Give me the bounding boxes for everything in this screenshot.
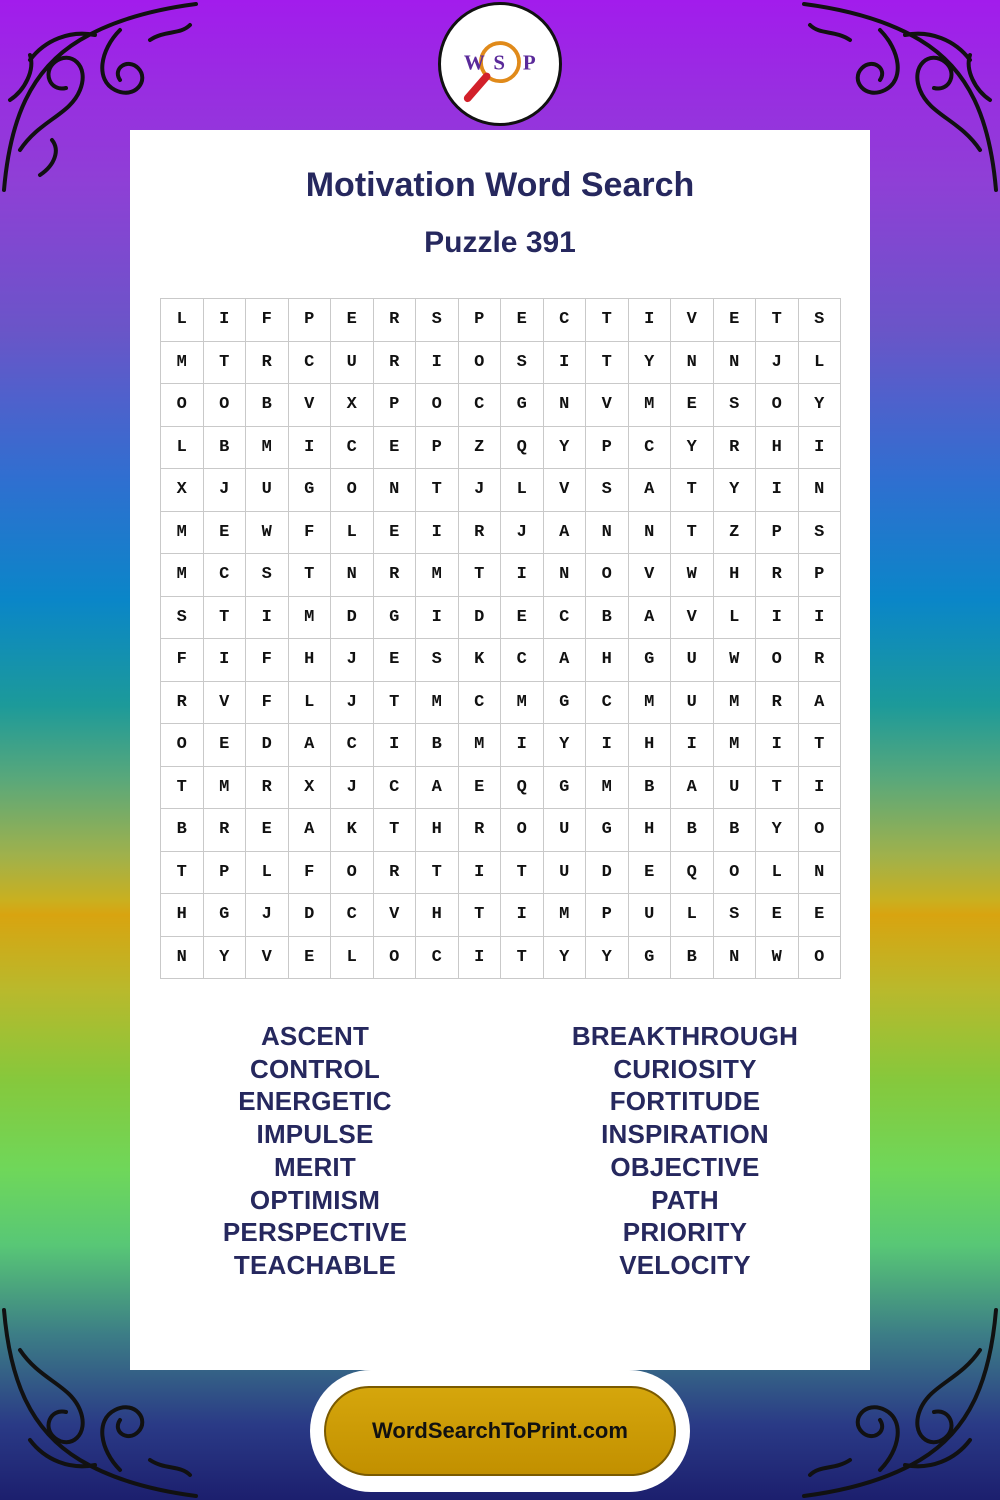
grid-cell: T bbox=[756, 299, 799, 342]
grid-cell: F bbox=[161, 639, 204, 682]
grid-cell: R bbox=[374, 852, 417, 895]
grid-cell: J bbox=[331, 682, 374, 725]
grid-cell: A bbox=[289, 724, 332, 767]
grid-cell: J bbox=[331, 767, 374, 810]
grid-cell: H bbox=[586, 639, 629, 682]
grid-cell: T bbox=[586, 342, 629, 385]
grid-cell: I bbox=[289, 427, 332, 470]
grid-cell: E bbox=[459, 767, 502, 810]
grid-cell: T bbox=[161, 767, 204, 810]
grid-cell: N bbox=[586, 512, 629, 555]
grid-cell: N bbox=[161, 937, 204, 980]
grid-cell: H bbox=[161, 894, 204, 937]
grid-cell: M bbox=[586, 767, 629, 810]
grid-cell: L bbox=[501, 469, 544, 512]
grid-cell: M bbox=[416, 682, 459, 725]
grid-cell: K bbox=[331, 809, 374, 852]
grid-cell: T bbox=[756, 767, 799, 810]
grid-cell: S bbox=[501, 342, 544, 385]
grid-cell: J bbox=[204, 469, 247, 512]
grid-cell: W bbox=[671, 554, 714, 597]
grid-cell: O bbox=[501, 809, 544, 852]
grid-cell: U bbox=[714, 767, 757, 810]
grid-cell: O bbox=[331, 469, 374, 512]
grid-cell: U bbox=[544, 809, 587, 852]
grid-cell: M bbox=[459, 724, 502, 767]
word-list-item: VELOCITY bbox=[619, 1249, 751, 1280]
grid-cell: R bbox=[374, 342, 417, 385]
grid-cell: C bbox=[331, 894, 374, 937]
grid-cell: U bbox=[544, 852, 587, 895]
grid-cell: Y bbox=[756, 809, 799, 852]
grid-cell: W bbox=[714, 639, 757, 682]
grid-cell: N bbox=[799, 469, 842, 512]
grid-cell: G bbox=[289, 469, 332, 512]
grid-cell: I bbox=[799, 427, 842, 470]
grid-cell: M bbox=[544, 894, 587, 937]
grid-cell: C bbox=[289, 342, 332, 385]
grid-cell: L bbox=[161, 427, 204, 470]
grid-cell: P bbox=[756, 512, 799, 555]
grid-cell: A bbox=[799, 682, 842, 725]
grid-cell: G bbox=[204, 894, 247, 937]
grid-cell: C bbox=[544, 299, 587, 342]
grid-cell: M bbox=[161, 554, 204, 597]
grid-cell: I bbox=[374, 724, 417, 767]
grid-cell: T bbox=[501, 937, 544, 980]
grid-cell: C bbox=[586, 682, 629, 725]
grid-cell: R bbox=[756, 554, 799, 597]
grid-cell: H bbox=[629, 724, 672, 767]
grid-cell: R bbox=[246, 767, 289, 810]
grid-cell: J bbox=[331, 639, 374, 682]
puzzle-number: Puzzle 391 bbox=[424, 226, 576, 259]
grid-cell: L bbox=[246, 852, 289, 895]
grid-cell: D bbox=[459, 597, 502, 640]
grid-cell: Z bbox=[459, 427, 502, 470]
grid-cell: K bbox=[459, 639, 502, 682]
grid-cell: X bbox=[161, 469, 204, 512]
grid-cell: C bbox=[459, 682, 502, 725]
grid-cell: O bbox=[714, 852, 757, 895]
word-list-item: FORTITUDE bbox=[609, 1086, 761, 1117]
word-list-item: ASCENT bbox=[260, 1021, 370, 1051]
grid-cell: R bbox=[204, 809, 247, 852]
grid-cell: Y bbox=[799, 384, 842, 427]
grid-cell: T bbox=[501, 852, 544, 895]
grid-cell: E bbox=[374, 639, 417, 682]
grid-cell: H bbox=[629, 809, 672, 852]
grid-cell: T bbox=[671, 512, 714, 555]
grid-cell: C bbox=[629, 427, 672, 470]
grid-cell: Q bbox=[501, 767, 544, 810]
grid-cell: C bbox=[374, 767, 417, 810]
grid-cell: V bbox=[671, 597, 714, 640]
grid-cell: I bbox=[204, 639, 247, 682]
grid-cell: U bbox=[629, 894, 672, 937]
grid-cell: U bbox=[671, 639, 714, 682]
grid-cell: E bbox=[374, 512, 417, 555]
grid-cell: B bbox=[629, 767, 672, 810]
grid-cell: H bbox=[416, 894, 459, 937]
grid-cell: G bbox=[629, 639, 672, 682]
grid-cell: G bbox=[629, 937, 672, 980]
grid-cell: M bbox=[246, 427, 289, 470]
grid-cell: Q bbox=[501, 427, 544, 470]
word-list-item: OBJECTIVE bbox=[610, 1151, 760, 1182]
grid-cell: I bbox=[416, 597, 459, 640]
word-list-item: MERIT bbox=[274, 1151, 356, 1182]
grid-cell: N bbox=[544, 384, 587, 427]
grid-cell: Y bbox=[586, 937, 629, 980]
grid-cell: M bbox=[289, 597, 332, 640]
grid-cell: H bbox=[416, 809, 459, 852]
grid-cell: C bbox=[459, 384, 502, 427]
grid-cell: E bbox=[204, 724, 247, 767]
grid-cell: I bbox=[544, 342, 587, 385]
grid-cell: E bbox=[714, 299, 757, 342]
grid-cell: G bbox=[544, 767, 587, 810]
grid-cell: D bbox=[331, 597, 374, 640]
word-list bbox=[130, 1020, 870, 1282]
grid-cell: C bbox=[544, 597, 587, 640]
word-list-item: CURIOSITY bbox=[613, 1053, 757, 1084]
grid-cell: N bbox=[671, 342, 714, 385]
grid-cell: M bbox=[629, 682, 672, 725]
grid-cell: R bbox=[756, 682, 799, 725]
grid-cell: M bbox=[501, 682, 544, 725]
grid-cell: H bbox=[714, 554, 757, 597]
grid-cell: T bbox=[459, 894, 502, 937]
grid-cell: O bbox=[374, 937, 417, 980]
grid-cell: N bbox=[331, 554, 374, 597]
grid-cell: Y bbox=[544, 724, 587, 767]
grid-cell: T bbox=[374, 682, 417, 725]
word-list-item: PERSPECTIVE bbox=[222, 1217, 408, 1248]
grid-cell: B bbox=[714, 809, 757, 852]
grid-cell: O bbox=[756, 384, 799, 427]
grid-cell: O bbox=[459, 342, 502, 385]
grid-cell: I bbox=[586, 724, 629, 767]
grid-cell: T bbox=[204, 342, 247, 385]
grid-cell: S bbox=[246, 554, 289, 597]
word-list-item: OPTIMISM bbox=[249, 1184, 381, 1215]
grid-cell: O bbox=[799, 937, 842, 980]
grid-cell: T bbox=[586, 299, 629, 342]
logo-letter-w: W bbox=[463, 50, 485, 75]
grid-cell: L bbox=[161, 299, 204, 342]
grid-cell: C bbox=[204, 554, 247, 597]
grid-cell: R bbox=[374, 554, 417, 597]
grid-cell: M bbox=[629, 384, 672, 427]
grid-cell: D bbox=[586, 852, 629, 895]
grid-cell: B bbox=[161, 809, 204, 852]
grid-cell: F bbox=[246, 682, 289, 725]
grid-cell: L bbox=[331, 937, 374, 980]
page-title: Motivation Word Search bbox=[305, 166, 695, 204]
grid-cell: Y bbox=[544, 427, 587, 470]
grid-cell: L bbox=[799, 342, 842, 385]
grid-cell: T bbox=[459, 554, 502, 597]
grid-cell: L bbox=[714, 597, 757, 640]
grid-cell: L bbox=[289, 682, 332, 725]
grid-cell: B bbox=[671, 937, 714, 980]
grid-cell: T bbox=[671, 469, 714, 512]
grid-cell: T bbox=[799, 724, 842, 767]
grid-cell: B bbox=[671, 809, 714, 852]
grid-cell: U bbox=[331, 342, 374, 385]
grid-cell: M bbox=[416, 554, 459, 597]
grid-cell: T bbox=[289, 554, 332, 597]
grid-cell: R bbox=[161, 682, 204, 725]
grid-cell: R bbox=[459, 512, 502, 555]
grid-cell: R bbox=[714, 427, 757, 470]
grid-cell: E bbox=[629, 852, 672, 895]
grid-cell: N bbox=[374, 469, 417, 512]
grid-cell: A bbox=[544, 639, 587, 682]
grid-cell: J bbox=[459, 469, 502, 512]
word-list-item: IMPULSE bbox=[256, 1119, 374, 1150]
grid-cell: O bbox=[416, 384, 459, 427]
grid-cell: J bbox=[501, 512, 544, 555]
word-list-item: PATH bbox=[651, 1184, 719, 1215]
grid-cell: P bbox=[799, 554, 842, 597]
grid-cell: C bbox=[331, 427, 374, 470]
grid-cell: R bbox=[459, 809, 502, 852]
grid-cell: Y bbox=[671, 427, 714, 470]
grid-cell: A bbox=[289, 809, 332, 852]
grid-cell: M bbox=[161, 512, 204, 555]
grid-cell: E bbox=[246, 809, 289, 852]
grid-cell: V bbox=[586, 384, 629, 427]
grid-cell: R bbox=[374, 299, 417, 342]
grid-cell: M bbox=[161, 342, 204, 385]
grid-cell: Q bbox=[671, 852, 714, 895]
grid-cell: V bbox=[374, 894, 417, 937]
grid-cell: Y bbox=[714, 469, 757, 512]
grid-cell: O bbox=[756, 639, 799, 682]
grid-cell: H bbox=[756, 427, 799, 470]
grid-cell: G bbox=[586, 809, 629, 852]
grid-cell: V bbox=[629, 554, 672, 597]
grid-cell: E bbox=[501, 299, 544, 342]
grid-cell: Y bbox=[544, 937, 587, 980]
grid-cell: V bbox=[246, 937, 289, 980]
grid-cell: V bbox=[289, 384, 332, 427]
grid-cell: A bbox=[671, 767, 714, 810]
grid-cell: I bbox=[501, 554, 544, 597]
grid-cell: A bbox=[416, 767, 459, 810]
grid-cell: G bbox=[501, 384, 544, 427]
grid-cell: I bbox=[756, 724, 799, 767]
grid-cell: Z bbox=[714, 512, 757, 555]
grid-cell: F bbox=[289, 852, 332, 895]
grid-cell: I bbox=[756, 597, 799, 640]
grid-cell: I bbox=[756, 469, 799, 512]
grid-cell: E bbox=[756, 894, 799, 937]
grid-cell: V bbox=[671, 299, 714, 342]
word-list-item: PRIORITY bbox=[622, 1217, 748, 1248]
grid-cell: R bbox=[246, 342, 289, 385]
grid-cell: U bbox=[246, 469, 289, 512]
grid-cell: C bbox=[501, 639, 544, 682]
grid-cell: A bbox=[629, 469, 672, 512]
grid-cell: J bbox=[246, 894, 289, 937]
grid-cell: S bbox=[416, 299, 459, 342]
grid-cell: O bbox=[586, 554, 629, 597]
grid-cell: Y bbox=[204, 937, 247, 980]
grid-cell: O bbox=[331, 852, 374, 895]
grid-cell: T bbox=[374, 809, 417, 852]
word-list-item: TEACHABLE bbox=[233, 1249, 397, 1280]
grid-cell: I bbox=[246, 597, 289, 640]
grid-cell: A bbox=[629, 597, 672, 640]
grid-cell: T bbox=[416, 852, 459, 895]
grid-cell: N bbox=[714, 937, 757, 980]
grid-cell: W bbox=[756, 937, 799, 980]
grid-cell: T bbox=[161, 852, 204, 895]
grid-cell: V bbox=[204, 682, 247, 725]
grid-cell: S bbox=[714, 384, 757, 427]
grid-cell: L bbox=[331, 512, 374, 555]
grid-cell: X bbox=[331, 384, 374, 427]
grid-cell: F bbox=[246, 299, 289, 342]
grid-cell: I bbox=[501, 894, 544, 937]
grid-cell: B bbox=[204, 427, 247, 470]
grid-cell: E bbox=[799, 894, 842, 937]
grid-cell: E bbox=[501, 597, 544, 640]
grid-cell: O bbox=[799, 809, 842, 852]
grid-cell: I bbox=[416, 512, 459, 555]
word-list-left bbox=[130, 1020, 500, 1282]
grid-cell: N bbox=[799, 852, 842, 895]
grid-cell: M bbox=[714, 682, 757, 725]
grid-cell: R bbox=[799, 639, 842, 682]
grid-cell: O bbox=[204, 384, 247, 427]
grid-cell: I bbox=[416, 342, 459, 385]
grid-cell: U bbox=[671, 682, 714, 725]
grid-cell: V bbox=[544, 469, 587, 512]
grid-cell: S bbox=[586, 469, 629, 512]
word-list-item: INSPIRATION bbox=[601, 1119, 769, 1150]
grid-cell: M bbox=[714, 724, 757, 767]
grid-cell: P bbox=[459, 299, 502, 342]
puzzle-panel bbox=[130, 130, 870, 1370]
grid-cell: N bbox=[714, 342, 757, 385]
footer bbox=[310, 1370, 690, 1492]
letter-grid bbox=[160, 298, 841, 979]
grid-cell: I bbox=[671, 724, 714, 767]
grid-cell: L bbox=[671, 894, 714, 937]
grid-cell: A bbox=[544, 512, 587, 555]
grid-cell: X bbox=[289, 767, 332, 810]
grid-cell: W bbox=[246, 512, 289, 555]
grid-cell: L bbox=[756, 852, 799, 895]
grid-cell: T bbox=[416, 469, 459, 512]
grid-cell: G bbox=[374, 597, 417, 640]
logo-letter-s: S bbox=[493, 50, 505, 75]
grid-cell: S bbox=[161, 597, 204, 640]
grid-cell: E bbox=[374, 427, 417, 470]
grid-cell: F bbox=[289, 512, 332, 555]
wsp-logo bbox=[438, 2, 562, 126]
word-list-item: ENERGETIC bbox=[238, 1086, 392, 1117]
grid-cell: H bbox=[289, 639, 332, 682]
grid-cell: G bbox=[544, 682, 587, 725]
grid-cell: P bbox=[586, 894, 629, 937]
grid-cell: D bbox=[289, 894, 332, 937]
word-list-item: CONTROL bbox=[250, 1053, 380, 1084]
grid-cell: C bbox=[416, 937, 459, 980]
grid-cell: B bbox=[416, 724, 459, 767]
grid-cell: I bbox=[459, 937, 502, 980]
grid-cell: D bbox=[246, 724, 289, 767]
grid-cell: S bbox=[416, 639, 459, 682]
grid-cell: I bbox=[799, 597, 842, 640]
website-link-button[interactable]: WordSearchToPrint.com bbox=[324, 1386, 676, 1476]
logo-letter-p: P bbox=[522, 50, 536, 75]
word-list-right bbox=[500, 1020, 870, 1282]
grid-cell: S bbox=[799, 512, 842, 555]
grid-cell: I bbox=[799, 767, 842, 810]
grid-cell: B bbox=[246, 384, 289, 427]
grid-cell: I bbox=[459, 852, 502, 895]
grid-cell: J bbox=[756, 342, 799, 385]
grid-cell: P bbox=[416, 427, 459, 470]
grid-cell: O bbox=[161, 384, 204, 427]
grid-cell: S bbox=[714, 894, 757, 937]
word-list-item: BREAKTHROUGH bbox=[571, 1021, 799, 1051]
grid-cell: T bbox=[204, 597, 247, 640]
grid-cell: E bbox=[204, 512, 247, 555]
grid-cell: I bbox=[629, 299, 672, 342]
grid-cell: P bbox=[289, 299, 332, 342]
grid-cell: P bbox=[374, 384, 417, 427]
grid-cell: N bbox=[629, 512, 672, 555]
grid-cell: B bbox=[586, 597, 629, 640]
grid-cell: P bbox=[586, 427, 629, 470]
grid-cell: S bbox=[799, 299, 842, 342]
grid-cell: Y bbox=[629, 342, 672, 385]
grid-cell: E bbox=[671, 384, 714, 427]
grid-cell: P bbox=[204, 852, 247, 895]
grid-cell: I bbox=[501, 724, 544, 767]
grid-cell: N bbox=[544, 554, 587, 597]
grid-cell: M bbox=[204, 767, 247, 810]
grid-cell: E bbox=[331, 299, 374, 342]
grid-cell: F bbox=[246, 639, 289, 682]
grid-cell: I bbox=[204, 299, 247, 342]
grid-cell: O bbox=[161, 724, 204, 767]
grid-cell: E bbox=[289, 937, 332, 980]
grid-cell: C bbox=[331, 724, 374, 767]
